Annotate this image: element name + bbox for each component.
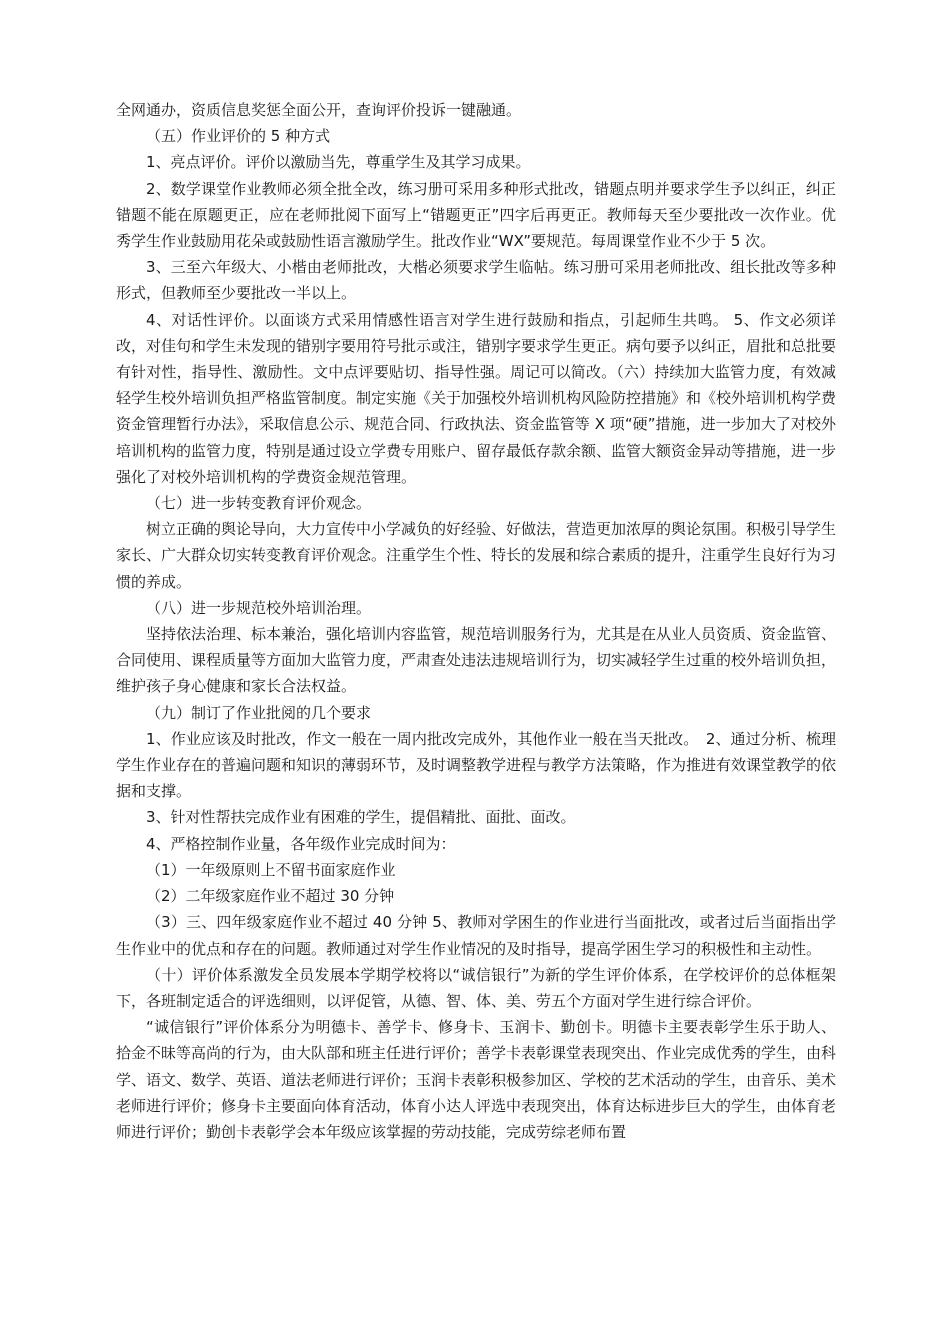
paragraph: 坚持依法治理、标本兼治，强化培训内容监管，规范培训服务行为，尤其是在从业人员资质、资金监管、合同使用、课程质量等方面加大监管力度，严肃查处违法违规培训行为，切实减轻学生过重的校外培训负担，维护孩子身心健康和家长合法权益。 [116, 625, 837, 696]
paragraph: （十）评价体系激发全员发展本学期学校将以“诚信银行”为新的学生评价体系，在学校评价的总体框架下，各班制定适合的评选细则，以评促管，从德、智、体、美、劳五个方面对学生进行综合评价。 [116, 965, 836, 1010]
paragraph: 树立正确的舆论导向，大力宣传中小学减负的好经验、好做法，营造更加浓厚的舆论氛围。积极引导学生家长、广大群众切实转变教育评价观念。注重学生个性、特长的发展和综合素质的提升，注重学生良好行为习惯的养成。 [116, 520, 837, 591]
paragraph: 3、三至六年级大、小楷由老师批改，大楷必须要求学生临帖。练习册可采用老师批改、组长批改等多种形式，但教师至少要批改一半以上。 [116, 258, 836, 303]
paragraph: “诚信银行”评价体系分为明德卡、善学卡、修身卡、玉润卡、勤创卡。明德卡主要表彰学生乐于助人、拾金不昧等高尚的行为，由大队部和班主任进行评价；善学卡表彰课堂表现突出、作业完成优秀的学生，由科学、语文、数学、英语、道法老师进行评价；玉润卡表彰积极参加区、学校的艺术活动的学生，由音乐、美术老师进行评价；修身卡主要面向体育活动，体育小达人评选中表现突出，体育达标进步巨大的学生，由体育老师进行评价；勤创卡表彰学会本年级应该掌握的劳动技能，完成劳综老师布置 [116, 1018, 837, 1141]
section-heading: （五）作业评价的 5 种方式 [146, 127, 331, 146]
list-item: （2）二年级家庭作业不超过 30 分钟 [146, 887, 395, 906]
list-item: （3）三、四年级家庭作业不超过 40 分钟 5、教师对学困生的作业进行当面批改，或者过后当面指出学生作业中的优点和存在的问题。教师通过对学生作业情况的及时指导，提高学困生学习的积极性和主动性。 [116, 913, 836, 958]
section-heading: （七）进一步转变教育评价观念。 [146, 494, 372, 513]
section-heading: （九）制订了作业批阅的几个要求 [146, 703, 372, 722]
document-body [116, 97, 836, 1145]
paragraph: 全网通办，资质信息奖惩全面公开，查询评价投诉一键融通。 [116, 101, 522, 119]
paragraph: 4、严格控制作业量，各年级作业完成时间为： [146, 834, 456, 853]
paragraph: 4、对话性评价。以面谈方式采用情感性语言对学生进行鼓励和指点，引起师生共鸣。 5、作文必须详改，对佳句和学生未发现的错别字要用符号批示或注，错别字要求学生更正。病句要予以纠正，眉批和总批要有针对性，指导性、激励性。文中点评要贴切、指导性强。周记可以简改。（六）持续加大监管力度，有效减轻学生校外培训负担严格监管制度。制定实施《关于加强校外培训机构风险防控措施》和《校外培训机构学费资金管理暂行办法》，采取信息公示、规范合同、行政执法、资金监管等 X 项“硬”措施，进一步加大了对校外培训机构的监管力度，特别是通过设立学费专用账户、留存最低存款余额、监管大额资金异动等措施，进一步强化了对校外培训机构的学费资金规范管理。 [116, 310, 837, 486]
paragraph: 1、亮点评价。评价以激励当先，尊重学生及其学习成果。 [146, 153, 531, 172]
paragraph: 2、数学课堂作业教师必须全批全改，练习册可采用多种形式批改，错题点明并要求学生予以纠正，纠正错题不能在原题更正，应在老师批阅下面写上“错题更正”四字后再更正。教师每天至少要批改一次作业。优秀学生作业鼓励用花朵或鼓励性语言激励学生。批改作业“WX”要规范。每周课堂作业不少于 5 次。 [116, 179, 836, 251]
section-heading: （八）进一步规范校外培训治理。 [146, 598, 372, 617]
paragraph: 3、针对性帮扶完成作业有困难的学生，提倡精批、面批、面改。 [146, 808, 576, 827]
list-item: （1）一年级原则上不留书面家庭作业 [146, 860, 396, 879]
paragraph: 1、作业应该及时批改，作文一般在一周内批改完成外，其他作业一般在当天批改。 2、通过分析、梳理学生作业存在的普遍问题和知识的薄弱环节，及时调整教学进程与教学方法策略，作为推进有效课堂教学的依据和支撑。 [116, 729, 837, 801]
